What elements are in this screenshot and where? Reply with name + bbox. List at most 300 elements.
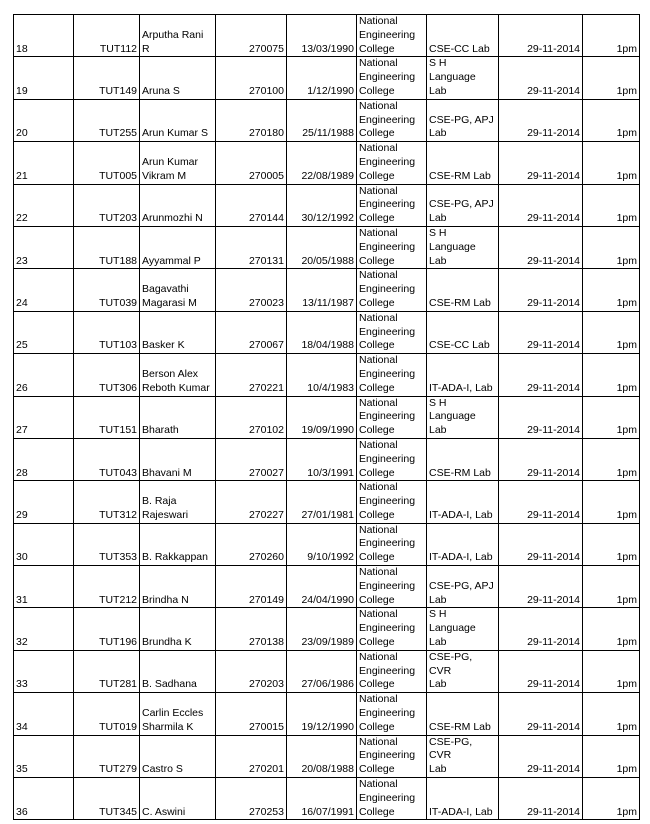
date-of-birth-cell: 19/12/1990 [287, 693, 357, 735]
date-of-birth-cell: 30/12/1992 [287, 184, 357, 226]
exam-centre-cell [357, 142, 427, 184]
lab-cell [427, 396, 499, 438]
exam-centre-line: College [359, 339, 395, 352]
candidate-name-line: B. Rakkappan [142, 551, 208, 564]
exam-centre-line: National [359, 650, 398, 663]
exam-time-cell: 1pm [583, 735, 640, 777]
serial-number-cell: 26 [14, 354, 74, 396]
table-row [14, 608, 640, 650]
candidate-code-cell: TUT212 [74, 566, 140, 608]
serial-number-cell: 33 [14, 650, 74, 692]
table-row [14, 354, 640, 396]
candidate-name-cell [140, 142, 216, 184]
candidate-name-cell [140, 15, 216, 57]
lab-line: Lab [429, 212, 447, 225]
exam-date-cell: 29-11-2014 [499, 226, 583, 268]
lab-cell [427, 438, 499, 480]
lab-line: CSE-PG, APJ [429, 113, 494, 126]
candidate-code-cell: TUT203 [74, 184, 140, 226]
lab-cell [427, 184, 499, 226]
serial-number-cell: 23 [14, 226, 74, 268]
table-row [14, 650, 640, 692]
lab-cell [427, 693, 499, 735]
candidate-code-cell: TUT149 [74, 57, 140, 99]
registration-number-cell: 270015 [216, 693, 287, 735]
exam-centre-line: Engineering [359, 537, 416, 550]
lab-cell [427, 15, 499, 57]
date-of-birth-cell: 20/05/1988 [287, 226, 357, 268]
candidate-name-line: Arputha Rani [142, 28, 204, 41]
lab-line: CSE-RM Lab [429, 720, 491, 733]
exam-centre-line: College [359, 127, 395, 140]
exam-time-cell: 1pm [583, 57, 640, 99]
exam-centre-line: College [359, 720, 395, 733]
exam-centre-line: Engineering [359, 325, 416, 338]
lab-cell [427, 778, 499, 820]
candidate-name-cell [140, 523, 216, 565]
date-of-birth-cell: 23/09/1989 [287, 608, 357, 650]
exam-centre-line: College [359, 678, 395, 691]
exam-centre-line: College [359, 424, 395, 437]
exam-centre-cell [357, 735, 427, 777]
candidate-name-cell [140, 481, 216, 523]
exam-centre-line: College [359, 212, 395, 225]
lab-line: CSE-CC Lab [429, 339, 490, 352]
exam-centre-line: College [359, 84, 395, 97]
table-row [14, 693, 640, 735]
lab-cell [427, 735, 499, 777]
candidate-code-cell: TUT112 [74, 15, 140, 57]
lab-line: Lab [429, 593, 447, 606]
registration-number-cell: 270144 [216, 184, 287, 226]
exam-centre-line: College [359, 169, 395, 182]
exam-date-cell: 29-11-2014 [499, 608, 583, 650]
registration-number-cell: 270221 [216, 354, 287, 396]
candidate-code-cell: TUT306 [74, 354, 140, 396]
candidate-name-cell [140, 608, 216, 650]
exam-time-cell: 1pm [583, 608, 640, 650]
lab-cell [427, 354, 499, 396]
registration-number-cell: 270138 [216, 608, 287, 650]
lab-line: CSE-PG, APJ [429, 198, 494, 211]
exam-centre-line: National [359, 57, 398, 70]
serial-number-cell: 34 [14, 693, 74, 735]
exam-centre-cell [357, 523, 427, 565]
table-row [14, 99, 640, 141]
table-row [14, 566, 640, 608]
candidate-name-line: Brundha K [142, 636, 192, 649]
date-of-birth-cell: 1/12/1990 [287, 57, 357, 99]
date-of-birth-cell: 10/4/1983 [287, 354, 357, 396]
candidate-name-cell [140, 269, 216, 311]
exam-time-cell: 1pm [583, 396, 640, 438]
exam-centre-line: College [359, 42, 395, 55]
candidate-name-cell [140, 693, 216, 735]
lab-cell [427, 57, 499, 99]
table-row [14, 778, 640, 820]
exam-allocation-table [13, 14, 640, 820]
lab-line: Lab [429, 763, 447, 776]
exam-date-cell: 29-11-2014 [499, 735, 583, 777]
exam-centre-line: College [359, 763, 395, 776]
exam-centre-cell [357, 650, 427, 692]
lab-line: S H Language [429, 226, 476, 253]
serial-number-cell: 31 [14, 566, 74, 608]
exam-centre-line: College [359, 381, 395, 394]
exam-centre-line: Engineering [359, 579, 416, 592]
exam-date-cell: 29-11-2014 [499, 481, 583, 523]
date-of-birth-cell: 27/06/1986 [287, 650, 357, 692]
registration-number-cell: 270227 [216, 481, 287, 523]
serial-number-cell: 32 [14, 608, 74, 650]
exam-centre-line: National [359, 184, 398, 197]
exam-centre-line: Engineering [359, 28, 416, 41]
candidate-name-line: Arun Kumar S [142, 127, 208, 140]
serial-number-cell: 19 [14, 57, 74, 99]
exam-date-cell: 29-11-2014 [499, 15, 583, 57]
date-of-birth-cell: 10/3/1991 [287, 438, 357, 480]
lab-cell [427, 608, 499, 650]
table-row [14, 481, 640, 523]
exam-centre-line: Engineering [359, 113, 416, 126]
candidate-name-line: Bhavani M [142, 466, 192, 479]
candidate-name-line: Vikram M [142, 169, 187, 182]
serial-number-cell: 27 [14, 396, 74, 438]
exam-time-cell: 1pm [583, 693, 640, 735]
candidate-name-cell [140, 57, 216, 99]
serial-number-cell: 24 [14, 269, 74, 311]
exam-centre-cell [357, 226, 427, 268]
date-of-birth-cell: 18/04/1988 [287, 311, 357, 353]
exam-date-cell: 29-11-2014 [499, 354, 583, 396]
date-of-birth-cell: 27/01/1981 [287, 481, 357, 523]
candidate-code-cell: TUT043 [74, 438, 140, 480]
exam-time-cell: 1pm [583, 15, 640, 57]
candidate-name-cell [140, 438, 216, 480]
candidate-code-cell: TUT255 [74, 99, 140, 141]
candidate-code-cell: TUT279 [74, 735, 140, 777]
exam-date-cell: 29-11-2014 [499, 57, 583, 99]
lab-line: CSE-PG, CVR [429, 650, 473, 677]
candidate-name-cell [140, 184, 216, 226]
exam-centre-line: Engineering [359, 240, 416, 253]
lab-cell [427, 269, 499, 311]
exam-centre-cell [357, 269, 427, 311]
date-of-birth-cell: 9/10/1992 [287, 523, 357, 565]
candidate-name-cell [140, 396, 216, 438]
candidate-name-cell [140, 311, 216, 353]
serial-number-cell: 30 [14, 523, 74, 565]
date-of-birth-cell: 20/08/1988 [287, 735, 357, 777]
lab-cell [427, 99, 499, 141]
serial-number-cell: 29 [14, 481, 74, 523]
exam-date-cell: 29-11-2014 [499, 142, 583, 184]
registration-number-cell: 270260 [216, 523, 287, 565]
registration-number-cell: 270253 [216, 778, 287, 820]
registration-number-cell: 270067 [216, 311, 287, 353]
serial-number-cell: 28 [14, 438, 74, 480]
exam-centre-cell [357, 15, 427, 57]
candidate-name-line: Carlin Eccles [142, 707, 204, 720]
lab-line: Lab [429, 127, 447, 140]
exam-centre-line: Engineering [359, 452, 416, 465]
lab-line: CSE-CC Lab [429, 42, 490, 55]
exam-centre-cell [357, 57, 427, 99]
exam-centre-cell [357, 481, 427, 523]
exam-time-cell: 1pm [583, 650, 640, 692]
exam-time-cell: 1pm [583, 311, 640, 353]
candidate-name-cell [140, 566, 216, 608]
exam-centre-line: Engineering [359, 198, 416, 211]
lab-line: IT-ADA-I, Lab [429, 551, 493, 564]
candidate-name-cell [140, 226, 216, 268]
serial-number-cell: 18 [14, 15, 74, 57]
exam-centre-line: National [359, 15, 398, 27]
exam-centre-line: College [359, 551, 395, 564]
lab-line: Lab [429, 636, 447, 649]
exam-centre-cell [357, 778, 427, 820]
exam-time-cell: 1pm [583, 184, 640, 226]
candidate-code-cell: TUT005 [74, 142, 140, 184]
exam-centre-line: Engineering [359, 410, 416, 423]
exam-centre-line: National [359, 99, 398, 112]
candidate-code-cell: TUT151 [74, 396, 140, 438]
exam-centre-line: National [359, 481, 398, 494]
exam-date-cell: 29-11-2014 [499, 269, 583, 311]
candidate-name-line: Reboth Kumar [142, 381, 210, 394]
exam-time-cell: 1pm [583, 269, 640, 311]
table-row [14, 142, 640, 184]
exam-centre-line: National [359, 438, 398, 451]
lab-line: S H Language [429, 396, 476, 423]
candidate-code-cell: TUT312 [74, 481, 140, 523]
exam-centre-line: National [359, 226, 398, 239]
lab-cell [427, 142, 499, 184]
candidate-code-cell: TUT281 [74, 650, 140, 692]
exam-centre-cell [357, 396, 427, 438]
table-row [14, 438, 640, 480]
exam-date-cell: 29-11-2014 [499, 693, 583, 735]
exam-centre-line: National [359, 523, 398, 536]
date-of-birth-cell: 19/09/1990 [287, 396, 357, 438]
exam-time-cell: 1pm [583, 142, 640, 184]
exam-centre-cell [357, 311, 427, 353]
exam-centre-line: Engineering [359, 622, 416, 635]
exam-centre-line: National [359, 269, 398, 282]
lab-cell [427, 481, 499, 523]
registration-number-cell: 270203 [216, 650, 287, 692]
lab-line: Lab [429, 254, 447, 267]
exam-centre-line: National [359, 735, 398, 748]
date-of-birth-cell: 16/07/1991 [287, 778, 357, 820]
candidate-name-line: Aruna S [142, 84, 180, 97]
registration-number-cell: 270131 [216, 226, 287, 268]
candidate-name-cell [140, 650, 216, 692]
lab-line: CSE-RM Lab [429, 169, 491, 182]
candidate-name-line: Bharath [142, 424, 179, 437]
table-row [14, 523, 640, 565]
exam-centre-line: National [359, 566, 398, 579]
exam-centre-cell [357, 354, 427, 396]
table-row [14, 735, 640, 777]
registration-number-cell: 270005 [216, 142, 287, 184]
candidate-name-line: Arunmozhi N [142, 212, 203, 225]
exam-time-cell: 1pm [583, 778, 640, 820]
exam-time-cell: 1pm [583, 523, 640, 565]
exam-centre-line: Engineering [359, 749, 416, 762]
exam-centre-line: Engineering [359, 707, 416, 720]
candidate-name-line: Arun Kumar [142, 155, 199, 168]
registration-number-cell: 270100 [216, 57, 287, 99]
candidate-name-line: Magarasi M [142, 296, 197, 309]
lab-cell [427, 650, 499, 692]
exam-centre-line: Engineering [359, 283, 416, 296]
lab-line: CSE-PG, CVR [429, 735, 473, 762]
date-of-birth-cell: 22/08/1989 [287, 142, 357, 184]
candidate-code-cell: TUT103 [74, 311, 140, 353]
lab-line: Lab [429, 84, 447, 97]
exam-centre-line: College [359, 636, 395, 649]
serial-number-cell: 36 [14, 778, 74, 820]
exam-centre-cell [357, 438, 427, 480]
exam-centre-line: National [359, 142, 398, 155]
table-row [14, 184, 640, 226]
serial-number-cell: 20 [14, 99, 74, 141]
serial-number-cell: 21 [14, 142, 74, 184]
exam-centre-line: College [359, 466, 395, 479]
lab-line: Lab [429, 424, 447, 437]
date-of-birth-cell: 13/11/1987 [287, 269, 357, 311]
exam-centre-line: College [359, 296, 395, 309]
exam-date-cell: 29-11-2014 [499, 396, 583, 438]
exam-centre-cell [357, 608, 427, 650]
exam-date-cell: 29-11-2014 [499, 566, 583, 608]
exam-centre-line: National [359, 693, 398, 706]
registration-number-cell: 270027 [216, 438, 287, 480]
candidate-name-cell [140, 778, 216, 820]
lab-line: S H Language [429, 608, 476, 635]
exam-time-cell: 1pm [583, 566, 640, 608]
candidate-name-line: R [142, 42, 150, 55]
table-body [14, 15, 640, 820]
lab-line: CSE-RM Lab [429, 296, 491, 309]
lab-line: IT-ADA-I, Lab [429, 805, 493, 818]
exam-date-cell: 29-11-2014 [499, 778, 583, 820]
registration-number-cell: 270102 [216, 396, 287, 438]
exam-centre-line: Engineering [359, 791, 416, 804]
candidate-name-line: Basker K [142, 339, 185, 352]
exam-date-cell: 29-11-2014 [499, 184, 583, 226]
lab-cell [427, 311, 499, 353]
exam-date-cell: 29-11-2014 [499, 523, 583, 565]
exam-centre-line: National [359, 354, 398, 367]
candidate-name-line: B. Raja [142, 495, 177, 508]
exam-date-cell: 29-11-2014 [499, 99, 583, 141]
candidate-name-line: Sharmila K [142, 720, 194, 733]
candidate-code-cell: TUT188 [74, 226, 140, 268]
exam-date-cell: 29-11-2014 [499, 438, 583, 480]
lab-line: CSE-PG, APJ [429, 579, 494, 592]
exam-centre-line: Engineering [359, 71, 416, 84]
candidate-name-line: Ayyammal P [142, 254, 201, 267]
exam-centre-line: College [359, 593, 395, 606]
exam-centre-line: Engineering [359, 155, 416, 168]
table-row [14, 226, 640, 268]
date-of-birth-cell: 24/04/1990 [287, 566, 357, 608]
lab-line: IT-ADA-I, Lab [429, 381, 493, 394]
table-row [14, 311, 640, 353]
exam-centre-cell [357, 99, 427, 141]
candidate-code-cell: TUT196 [74, 608, 140, 650]
exam-centre-line: College [359, 254, 395, 267]
date-of-birth-cell: 25/11/1988 [287, 99, 357, 141]
candidate-code-cell: TUT353 [74, 523, 140, 565]
lab-line: CSE-RM Lab [429, 466, 491, 479]
registration-number-cell: 270180 [216, 99, 287, 141]
exam-date-cell: 29-11-2014 [499, 311, 583, 353]
candidate-name-line: Berson Alex [142, 367, 199, 380]
candidate-name-line: Castro S [142, 763, 183, 776]
candidate-name-line: Brindha N [142, 593, 189, 606]
serial-number-cell: 25 [14, 311, 74, 353]
registration-number-cell: 270023 [216, 269, 287, 311]
serial-number-cell: 35 [14, 735, 74, 777]
exam-centre-line: College [359, 508, 395, 521]
candidate-name-cell [140, 99, 216, 141]
lab-cell [427, 523, 499, 565]
exam-centre-cell [357, 693, 427, 735]
exam-centre-line: National [359, 396, 398, 409]
exam-centre-line: National [359, 311, 398, 324]
candidate-name-line: Rajeswari [142, 508, 189, 521]
candidate-name-line: C. Aswini [142, 805, 186, 818]
exam-time-cell: 1pm [583, 481, 640, 523]
exam-centre-cell [357, 184, 427, 226]
table-row [14, 396, 640, 438]
table-row [14, 57, 640, 99]
exam-time-cell: 1pm [583, 99, 640, 141]
lab-line: Lab [429, 678, 447, 691]
serial-number-cell: 22 [14, 184, 74, 226]
exam-centre-line: Engineering [359, 495, 416, 508]
exam-date-cell: 29-11-2014 [499, 650, 583, 692]
exam-centre-line: Engineering [359, 664, 416, 677]
lab-line: IT-ADA-I, Lab [429, 508, 493, 521]
lab-line: S H Language [429, 57, 476, 84]
candidate-code-cell: TUT345 [74, 778, 140, 820]
candidate-name-cell [140, 354, 216, 396]
candidate-name-line: Bagavathi [142, 283, 189, 296]
exam-time-cell: 1pm [583, 438, 640, 480]
lab-cell [427, 566, 499, 608]
exam-time-cell: 1pm [583, 354, 640, 396]
lab-cell [427, 226, 499, 268]
table-row [14, 15, 640, 57]
registration-number-cell: 270201 [216, 735, 287, 777]
exam-centre-cell [357, 566, 427, 608]
exam-centre-line: National [359, 778, 398, 791]
candidate-name-cell [140, 735, 216, 777]
registration-number-cell: 270075 [216, 15, 287, 57]
table-row [14, 269, 640, 311]
exam-time-cell: 1pm [583, 226, 640, 268]
candidate-code-cell: TUT019 [74, 693, 140, 735]
candidate-code-cell: TUT039 [74, 269, 140, 311]
exam-centre-line: Engineering [359, 367, 416, 380]
candidate-name-line: B. Sadhana [142, 678, 197, 691]
exam-centre-line: College [359, 805, 395, 818]
registration-number-cell: 270149 [216, 566, 287, 608]
